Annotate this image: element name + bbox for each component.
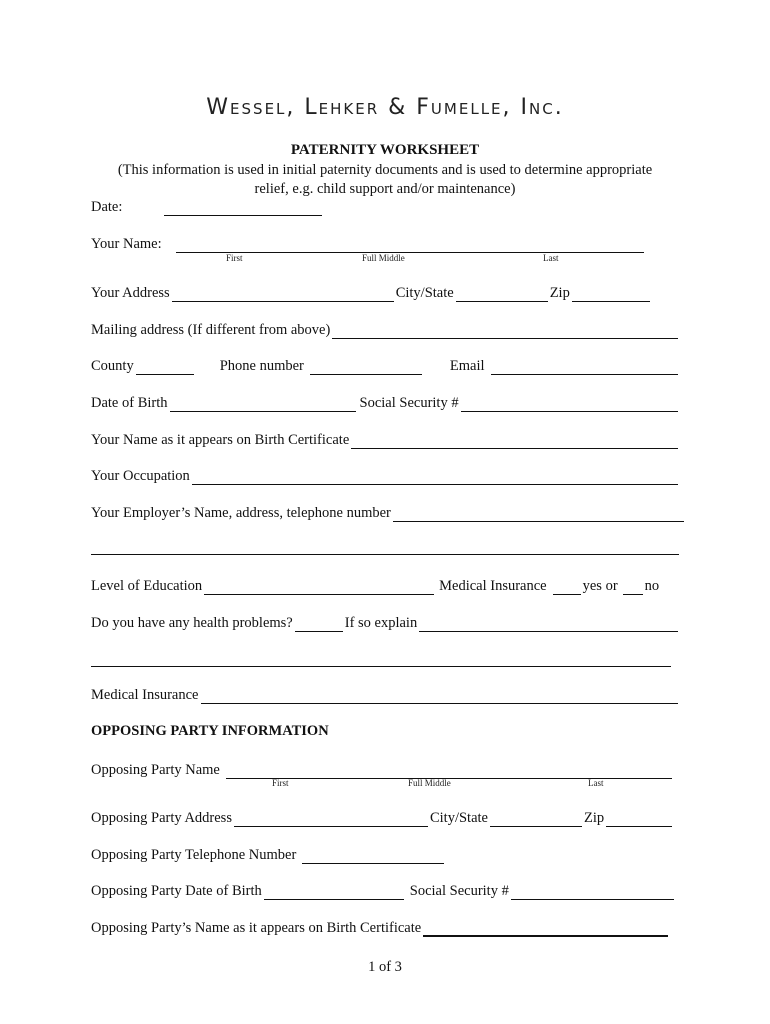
opposing-party-section-title: OPPOSING PARTY INFORMATION — [91, 723, 329, 739]
medical-insurance-field[interactable] — [201, 688, 679, 704]
employer-label: Your Employer’s Name, address, telephone number — [91, 505, 391, 521]
email-field[interactable] — [491, 359, 678, 375]
employer-row — [91, 502, 686, 522]
opposing-telephone-label: Opposing Party Telephone Number — [91, 847, 297, 863]
employer-field[interactable] — [393, 506, 684, 522]
your-address-label: Your Address — [91, 285, 170, 301]
your-zip-field[interactable] — [572, 286, 650, 302]
your-name-middle-caption: Full Middle — [362, 253, 405, 263]
opposing-name-middle-caption: Full Middle — [408, 778, 451, 788]
birth-certificate-name-field[interactable] — [351, 433, 678, 449]
opposing-telephone-field[interactable] — [302, 848, 444, 864]
email-label: Email — [449, 358, 485, 374]
your-address-field[interactable] — [172, 286, 394, 302]
medical-insurance-question-label: Medical Insurance — [439, 578, 547, 594]
yes-or-label: yes or — [582, 578, 618, 594]
your-city-state-label: City/State — [395, 285, 454, 301]
health-explain-continuation-line[interactable] — [91, 666, 671, 667]
social-security-field[interactable] — [461, 396, 678, 412]
if-so-explain-field[interactable] — [419, 616, 678, 632]
mailing-address-label: Mailing address (If different from above) — [91, 322, 331, 338]
opposing-address-label: Opposing Party Address — [91, 810, 232, 826]
opposing-birth-certificate-row — [91, 917, 670, 937]
birth-certificate-name-row — [91, 429, 680, 449]
opposing-social-security-label: Social Security # — [409, 883, 509, 899]
date-row — [91, 196, 680, 216]
date-of-birth-field[interactable] — [170, 396, 356, 412]
birth-ssn-row — [91, 392, 680, 412]
opposing-name-label: Opposing Party Name — [91, 762, 220, 778]
phone-number-field[interactable] — [310, 359, 422, 375]
birth-certificate-name-label: Your Name as it appears on Birth Certificate — [91, 432, 350, 448]
your-address-row — [91, 282, 680, 302]
worksheet-description: (This information is used in initial paternity documents and is used to determine appropriate relief, e.g. child support and/or maintenance) — [117, 162, 653, 197]
occupation-row — [91, 465, 680, 485]
your-name-last-caption: Last — [543, 253, 559, 263]
worksheet-title: PATERNITY WORKSHEET — [290, 142, 480, 158]
county-label: County — [91, 358, 134, 374]
your-name-row — [91, 233, 680, 253]
date-label: Date: — [91, 199, 123, 215]
county-phone-email-row — [91, 355, 680, 375]
if-so-explain-label: If so explain — [344, 615, 418, 631]
occupation-label: Your Occupation — [91, 468, 190, 484]
no-label: no — [644, 578, 660, 594]
social-security-label: Social Security # — [359, 395, 459, 411]
firm-name: Wessel, Lehker & Fumelle, Inc. — [206, 95, 564, 120]
opposing-name-row — [91, 759, 674, 779]
opposing-birth-certificate-label: Opposing Party’s Name as it appears on Birth Certificate — [91, 920, 422, 936]
opposing-name-last-caption: Last — [588, 778, 604, 788]
opposing-telephone-row — [91, 844, 680, 864]
opposing-zip-label: Zip — [583, 810, 605, 826]
employer-continuation-line[interactable] — [91, 554, 679, 555]
health-problems-field[interactable] — [295, 616, 343, 632]
opposing-social-security-field[interactable] — [511, 884, 674, 900]
opposing-city-state-label: City/State — [429, 810, 488, 826]
opposing-name-field[interactable] — [226, 763, 672, 779]
your-zip-label: Zip — [549, 285, 570, 301]
mailing-address-field[interactable] — [332, 323, 678, 339]
page-indicator: 1 of 3 — [368, 959, 402, 975]
level-of-education-field[interactable] — [204, 579, 434, 595]
opposing-zip-field[interactable] — [606, 811, 672, 827]
phone-number-label: Phone number — [219, 358, 304, 374]
county-field[interactable] — [136, 359, 194, 375]
health-problems-label: Do you have any health problems? — [91, 615, 293, 631]
date-of-birth-label: Date of Birth — [91, 395, 168, 411]
occupation-field[interactable] — [192, 469, 678, 485]
opposing-date-of-birth-field[interactable] — [264, 884, 404, 900]
opposing-birth-certificate-field[interactable] — [423, 920, 668, 937]
mailing-address-row — [91, 319, 680, 339]
your-name-label: Your Name: — [91, 236, 162, 252]
medical-insurance-row — [91, 684, 680, 704]
opposing-city-state-field[interactable] — [490, 811, 582, 827]
date-field[interactable] — [164, 200, 322, 216]
medical-insurance-no-field[interactable] — [623, 579, 643, 595]
opposing-address-field[interactable] — [234, 811, 428, 827]
health-problems-row — [91, 612, 680, 632]
your-name-field[interactable] — [176, 237, 644, 253]
level-of-education-label: Level of Education — [91, 578, 203, 594]
opposing-birth-ssn-row — [91, 880, 676, 900]
opposing-date-of-birth-label: Opposing Party Date of Birth — [91, 883, 262, 899]
opposing-address-row — [91, 807, 674, 827]
medical-insurance-yes-field[interactable] — [553, 579, 581, 595]
your-city-state-field[interactable] — [456, 286, 548, 302]
education-insurance-row — [91, 575, 680, 595]
your-name-first-caption: First — [226, 253, 243, 263]
opposing-name-first-caption: First — [272, 778, 289, 788]
medical-insurance-label: Medical Insurance — [91, 687, 199, 703]
